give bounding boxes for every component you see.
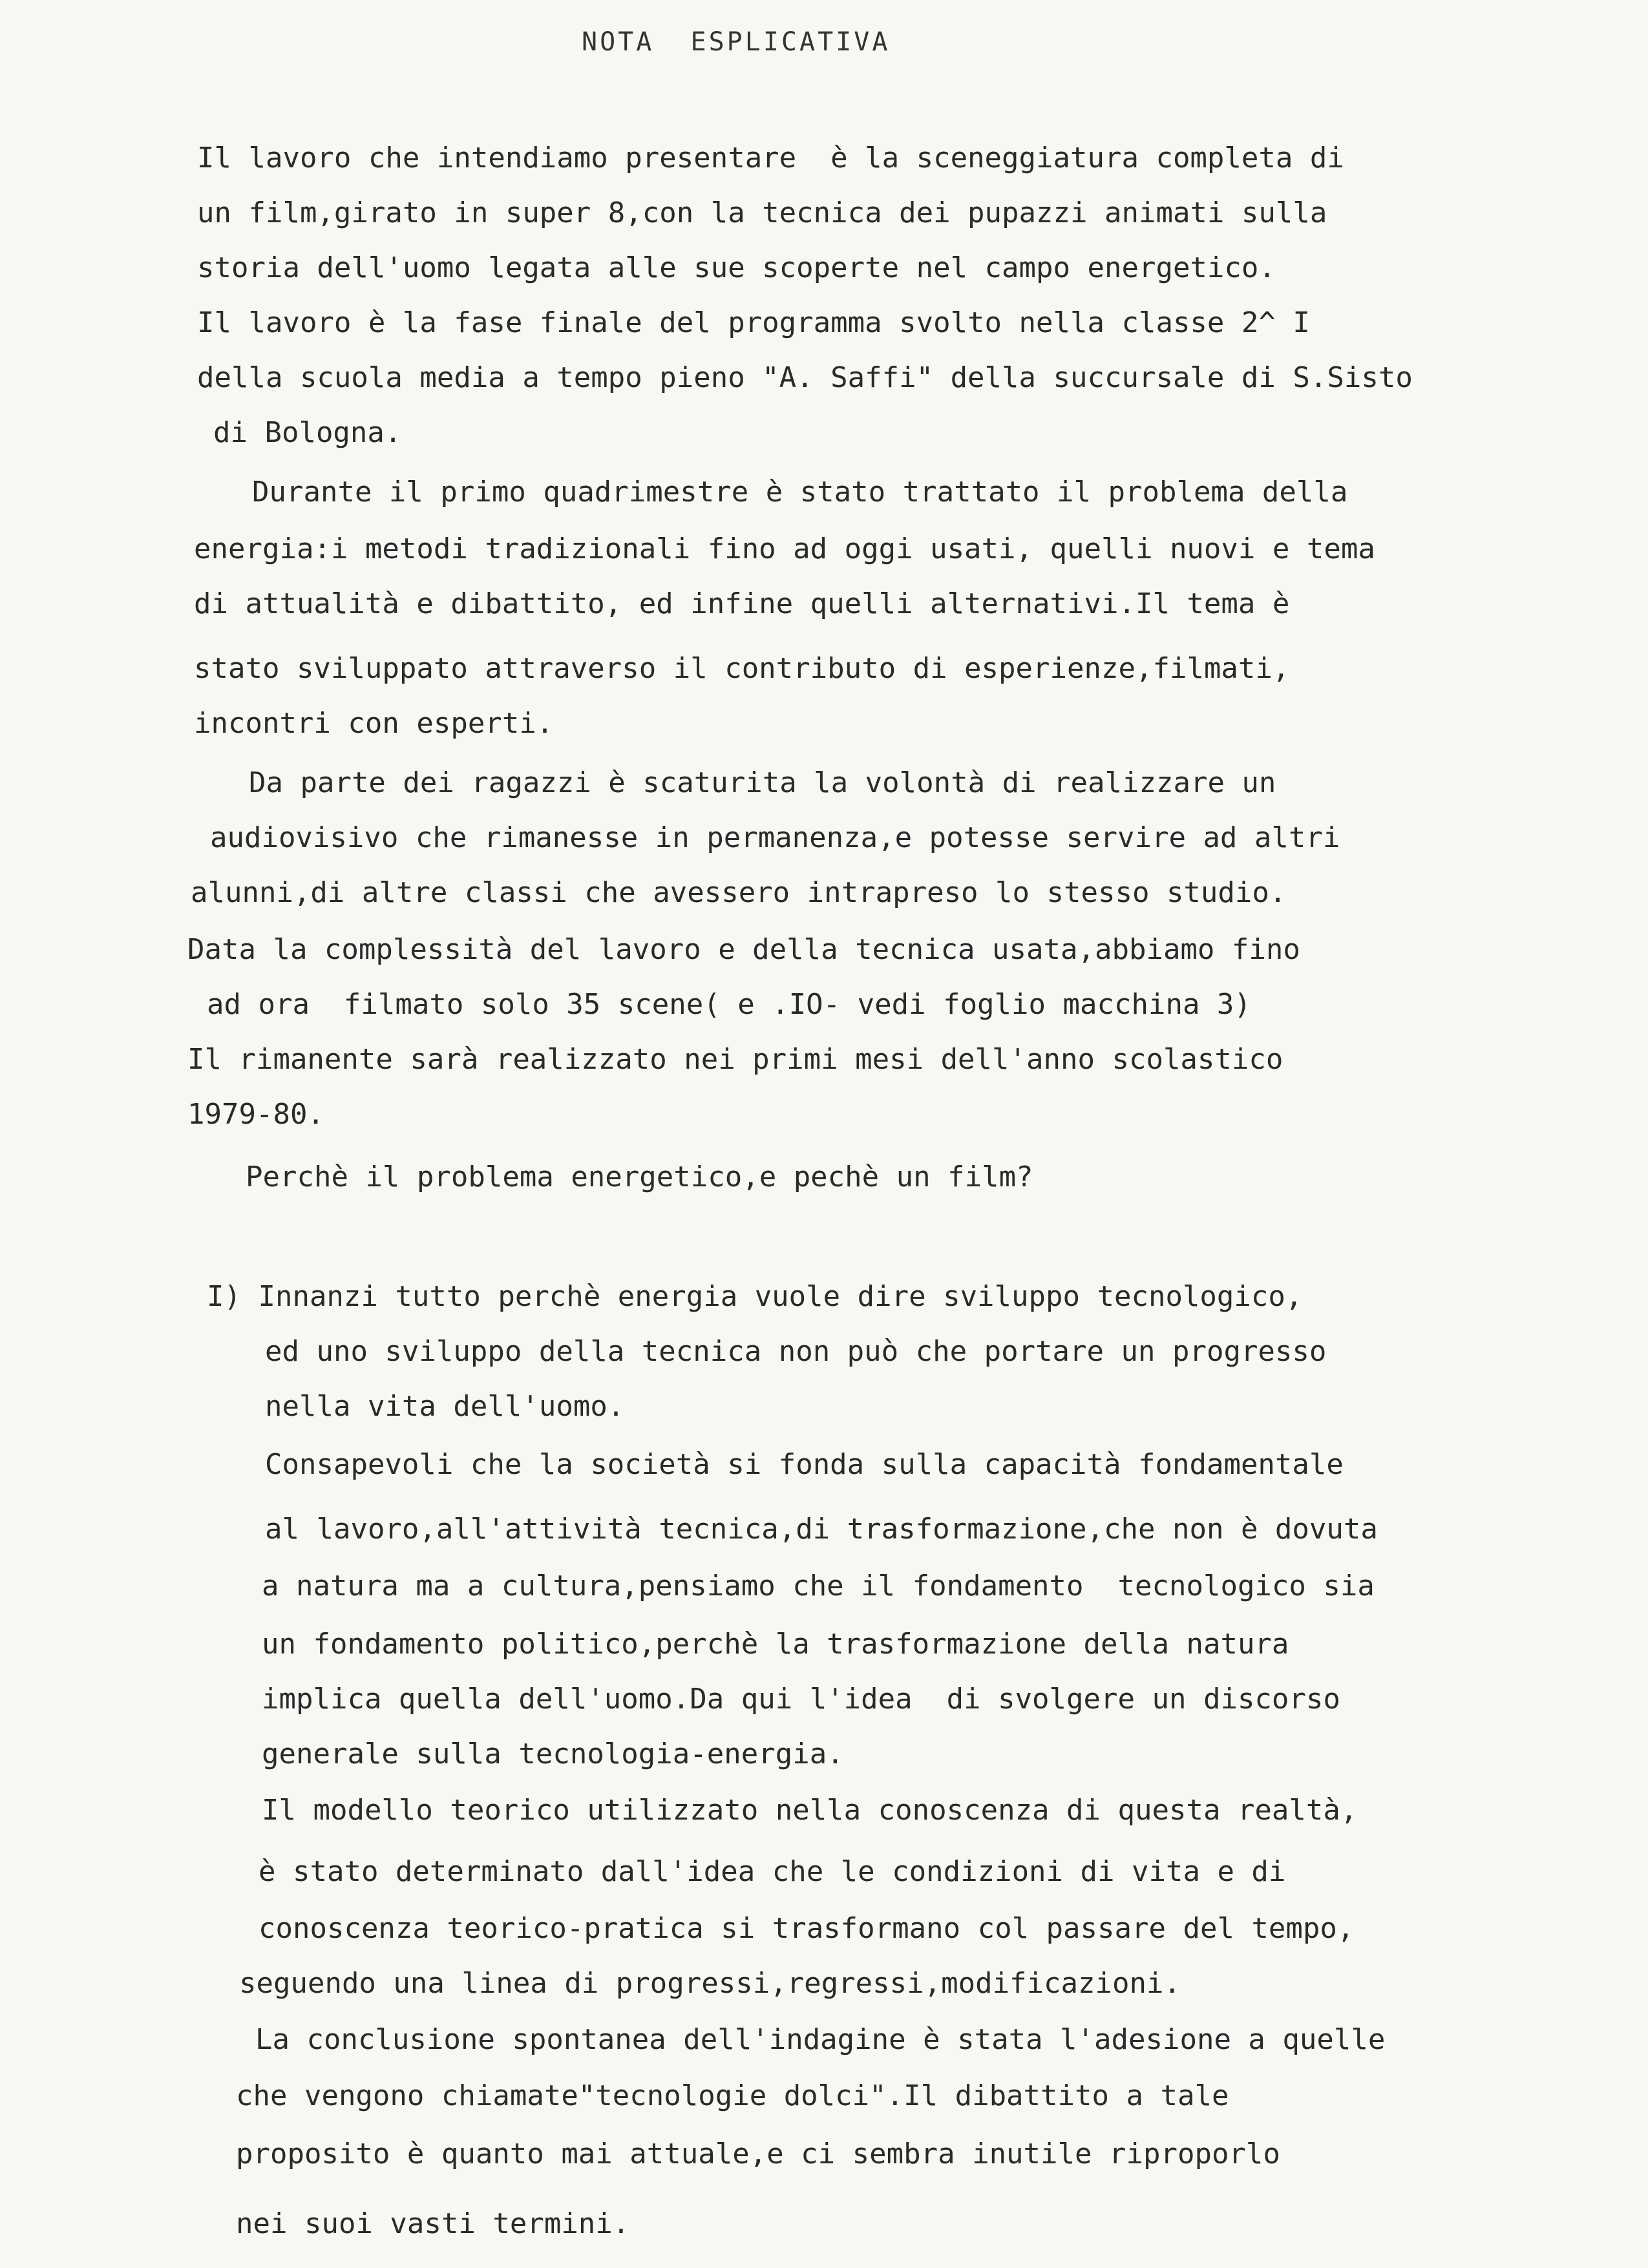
text-line: implica quella dell'uomo.Da qui l'idea di svolgere un discorso [262, 1683, 1340, 1716]
text-line: di attualità e dibattito, ed infine quelli alternativi.Il tema è [194, 587, 1290, 620]
text-line: La conclusione spontanea dell'indagine è stata l'adesione a quelle [255, 2023, 1386, 2056]
text-line: generale sulla tecnologia-energia. [262, 1738, 844, 1770]
text-line: Consapevoli che la società si fonda sulla capacità fondamentale [265, 1448, 1344, 1481]
text-line: stato sviluppato attraverso il contributo di esperienze,filmati, [194, 652, 1290, 685]
text-line: incontri con esperti. [194, 707, 554, 740]
text-line: I) Innanzi tutto perchè energia vuole dire sviluppo tecnologico, [207, 1280, 1303, 1313]
text-line: alunni,di altre classi che avessero intrapreso lo stesso studio. [191, 876, 1287, 909]
text-line: che vengono chiamate"tecnologie dolci".Il dibattito a tale [236, 2079, 1229, 2112]
text-line: un film,girato in super 8,con la tecnica dei pupazzi animati sulla [197, 196, 1327, 229]
text-line: un fondamento politico,perchè la trasformazione della natura [262, 1628, 1289, 1661]
text-line: Il rimanente sarà realizzato nei primi mesi dell'anno scolastico [187, 1043, 1284, 1076]
text-line: ed uno sviluppo della tecnica non può che portare un progresso [265, 1335, 1327, 1368]
text-line: della scuola media a tempo pieno "A. Saffi" della succursale di S.Sisto [197, 361, 1413, 394]
text-line: è stato determinato dall'idea che le condizioni di vita e di [259, 1855, 1286, 1888]
text-line: energia:i metodi tradizionali fino ad oggi usati, quelli nuovi e tema [194, 532, 1375, 565]
text-line: Il modello teorico utilizzato nella conoscenza di questa realtà, [262, 1794, 1358, 1827]
text-line: nei suoi vasti termini. [236, 2207, 630, 2240]
text-line: storia dell'uomo legata alle sue scoperte nel campo energetico. [197, 251, 1276, 284]
text-line: al lavoro,all'attività tecnica,di trasformazione,che non è dovuta [265, 1513, 1378, 1546]
text-line: Durante il primo quadrimestre è stato trattato il problema della [252, 476, 1348, 509]
text-line: audiovisivo che rimanesse in permanenza,e potesse servire ad altri [210, 821, 1340, 854]
text-line: Da parte dei ragazzi è scaturita la volontà di realizzare un [249, 766, 1276, 799]
text-line: proposito è quanto mai attuale,e ci sembra inutile riproporlo [236, 2137, 1280, 2170]
text-line: seguendo una linea di progressi,regressi,modificazioni. [239, 1967, 1181, 2000]
text-line: 1979-80. [187, 1098, 324, 1131]
text-line: Perchè il problema energetico,e pechè un film? [246, 1160, 1033, 1193]
text-line: Data la complessità del lavoro e della tecnica usata,abbiamo fino [187, 933, 1300, 966]
text-line: Il lavoro è la fase finale del programma svolto nella classe 2^ I [197, 306, 1310, 339]
text-line: di Bologna. [213, 416, 402, 449]
text-line: a natura ma a cultura,pensiamo che il fondamento tecnologico sia [262, 1570, 1375, 1602]
text-line: ad ora filmato solo 35 scene( e .IO- vedi foglio macchina 3) [207, 988, 1251, 1021]
document-title: NOTA ESPLICATIVA [582, 27, 891, 57]
text-line: conoscenza teorico-pratica si trasformano col passare del tempo, [259, 1912, 1355, 1945]
text-line: nella vita dell'uomo. [265, 1390, 625, 1423]
text-line: Il lavoro che intendiamo presentare è la sceneggiatura completa di [197, 142, 1344, 174]
